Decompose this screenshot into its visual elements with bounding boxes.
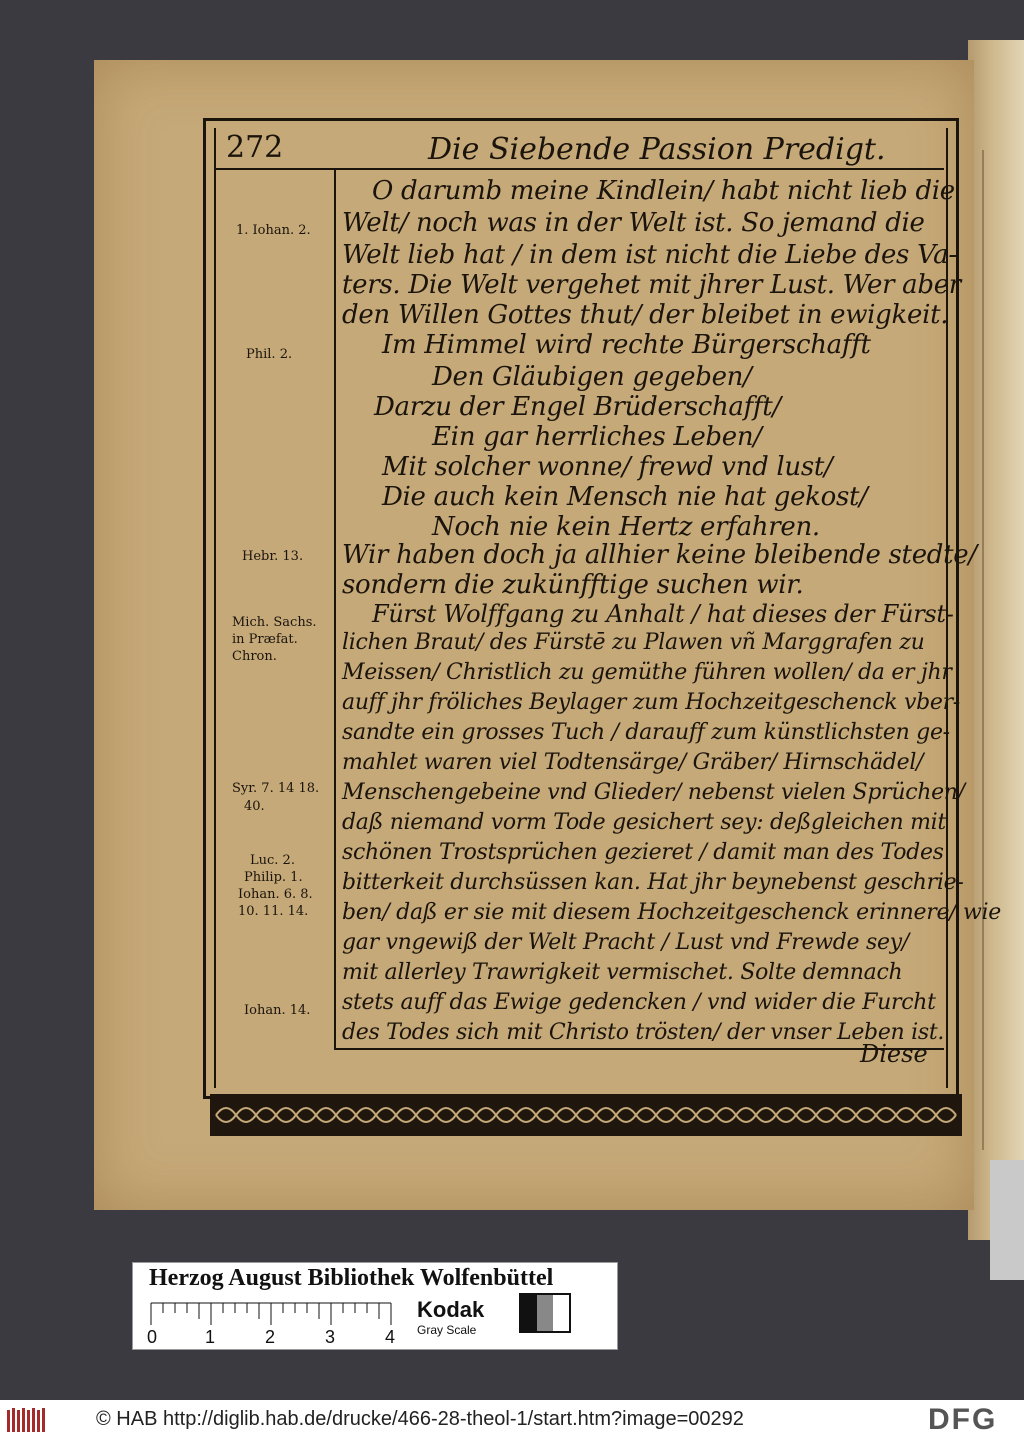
body-line: Welt/ noch was in der Welt ist. So jemand die <box>342 208 925 238</box>
margin-note: Mich. Sachs. <box>232 615 317 630</box>
body-line: des Todes sich mit Christo trösten/ der vnser Leben ist. <box>342 1020 945 1045</box>
catchword: Diese <box>860 1040 928 1068</box>
verse-line: Im Himmel wird rechte Bürgerschafft <box>382 330 871 360</box>
body-line: den Willen Gottes thut/ der bleibet in ewigkeit. <box>342 300 949 330</box>
swatch-black <box>521 1295 537 1331</box>
body-line: Welt lieb hat / in dem ist nicht die Liebe des Va- <box>342 240 957 270</box>
margin-note: Hebr. 13. <box>242 549 304 564</box>
adjacent-page-frame <box>982 150 1020 1150</box>
swatch-gray <box>537 1295 553 1331</box>
body-line: O darumb meine Kindlein/ habt nicht lieb die <box>372 176 955 206</box>
scale-ruler <box>147 1301 397 1347</box>
margin-note: 10. 11. 14. <box>238 904 309 919</box>
body-line: schönen Trostsprüchen gezieret / damit man des Todes <box>342 840 944 865</box>
scale-label: 3 <box>325 1327 336 1347</box>
margin-note: Philip. 1. <box>244 870 303 885</box>
verse-line: Den Gläubigen gegeben/ <box>432 362 752 392</box>
margin-note: Iohan. 6. 8. <box>238 887 313 902</box>
verse-line: Noch nie kein Hertz erfahren. <box>432 512 820 542</box>
margin-note: in Præfat. <box>232 632 298 647</box>
body-line: mahlet waren viel Todtensärge/ Gräber/ Hirnschädel/ <box>342 750 924 775</box>
body-line: bitterkeit durchsüssen kan. Hat jhr beynebenst geschrie- <box>342 870 964 895</box>
margin-note: Iohan. 14. <box>244 1003 311 1018</box>
scale-label: 1 <box>205 1327 216 1347</box>
verse-line: Die auch kein Mensch nie hat gekost/ <box>382 482 868 512</box>
footer-bar <box>0 1400 1024 1439</box>
margin-note: Chron. <box>232 649 277 664</box>
ornament-border <box>210 1094 962 1136</box>
page-number: 272 <box>226 130 284 165</box>
margin-note: Syr. 7. 14 18. <box>232 781 320 796</box>
gray-scale-label: Gray Scale <box>417 1323 477 1337</box>
swatch-white <box>553 1295 569 1331</box>
body-line: auff jhr fröliches Beylager zum Hochzeitgeschenck vber- <box>342 690 960 715</box>
body-line: Fürst Wolffgang zu Anhalt / hat dieses der Fürst- <box>372 600 954 628</box>
body-line: mit allerley Trawrigkeit vermischet. Solte demnach <box>342 960 903 985</box>
margin-column-rule <box>334 168 336 1048</box>
library-name: Herzog August Bibliothek Wolfenbüttel <box>149 1265 554 1291</box>
scale-label: 0 <box>147 1327 158 1347</box>
scale-label: 2 <box>265 1327 276 1347</box>
body-line: Wir haben doch ja allhier keine bleibende stedte/ <box>342 540 977 570</box>
scale-label: 4 <box>385 1327 396 1347</box>
dfg-logo: DFG <box>928 1403 998 1436</box>
body-line: stets auff das Ewige gedencken / vnd wider die Furcht <box>342 990 936 1015</box>
body-line: sandte ein grosses Tuch / darauff zum künstlichsten ge- <box>342 720 950 745</box>
margin-note: 1. Iohan. 2. <box>236 223 311 238</box>
header-rule <box>214 168 944 170</box>
body-line: sondern die zukünfftige suchen wir. <box>342 570 804 600</box>
verse-line: Mit solcher wonne/ frewd vnd lust/ <box>382 452 833 482</box>
body-line: Meissen/ Christlich zu gemüthe führen wollen/ da er jhr <box>342 660 952 685</box>
body-line: Menschengebeine vnd Glieder/ nebenst vielen Sprüchen/ <box>342 780 965 805</box>
margin-note: Luc. 2. <box>250 853 295 868</box>
verse-line: Ein gar herrliches Leben/ <box>432 422 762 452</box>
color-calibration-card <box>132 1262 618 1350</box>
margin-note: Phil. 2. <box>246 347 293 362</box>
body-line: daß niemand vorm Tode gesichert sey: deßgleichen mit <box>342 810 946 835</box>
body-line: ben/ daß er sie mit diesem Hochzeitgeschenck erinnere/ wie <box>342 900 1001 925</box>
adjacent-page-edge <box>968 40 1024 1240</box>
verse-line: Darzu der Engel Brüderschafft/ <box>374 392 781 422</box>
source-link[interactable]: © HAB http://diglib.hab.de/drucke/466-28-theol-1/start.htm?image=00292 <box>96 1408 744 1430</box>
body-line: lichen Braut/ des Fürstē zu Plawen vñ Marggrafen zu <box>342 630 925 655</box>
bottom-rule <box>334 1048 944 1050</box>
kodak-label: Kodak <box>417 1297 485 1322</box>
running-head: Die Siebende Passion Predigt. <box>428 132 886 167</box>
body-line: gar vngewiß der Welt Pracht / Lust vnd Frewde sey/ <box>342 930 909 955</box>
gray-swatches <box>519 1293 571 1333</box>
hab-logo-icon <box>6 1406 48 1434</box>
body-line: ters. Die Welt vergehet mit jhrer Lust. Wer aber <box>342 270 961 300</box>
page-fold-highlight <box>990 1160 1024 1280</box>
margin-note: 40. <box>244 799 265 814</box>
